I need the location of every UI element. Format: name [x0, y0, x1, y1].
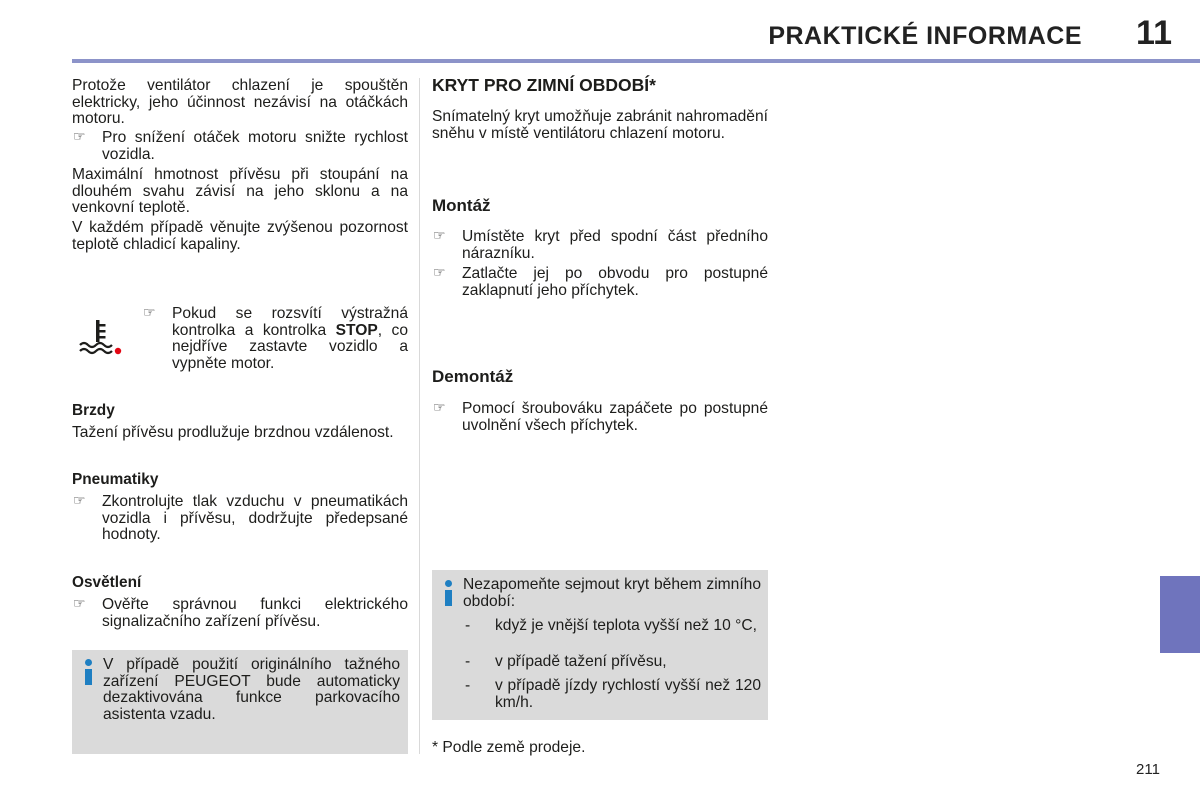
bullet-text: Umístěte kryt před spodní část předního nárazníku. [462, 228, 768, 262]
bullet-hand-icon: ☞ [73, 596, 86, 612]
page-number: 211 [1136, 761, 1160, 778]
bullet-reduce-speed [72, 130, 408, 163]
column-divider [419, 78, 420, 754]
warning-text-post: , co nejdříve zastavte vozidlo a vypněte motor. [172, 321, 408, 372]
tyres-heading: Pneumatiky [72, 471, 159, 488]
coolant-temperature-warning-icon [78, 318, 124, 358]
coolant-attention-paragraph: V každém případě věnujte zvýšenou pozornost teplotě chladicí kapaliny. [72, 219, 408, 253]
warning-text-pre: Pokud se rozsvítí výstražná kontrolka a kontrolka [172, 305, 408, 339]
bullet-hand-icon: ☞ [73, 129, 86, 145]
chapter-number: 11 [1136, 14, 1172, 52]
header-rule [72, 59, 1200, 63]
bullet-dismount-1 [432, 401, 768, 434]
note-item: - když je vnější teplota vyšší než 10 °C, [465, 617, 757, 635]
bullet-text: Pro snížení otáček motoru snižte rychlost vozidla. [102, 129, 408, 163]
stop-word: STOP [335, 321, 378, 339]
bullet-text: Ověřte správnou funkci elektrického signalizačního zařízení přívěsu. [102, 596, 408, 630]
note-item: - v případě jízdy rychlostí vyšší než 120 km/h. [465, 677, 761, 711]
towing-note-text: V případě použití originálního tažného zařízení PEUGEOT bude automaticky dezaktivována funkce parkovacího asistenta vzadu. [103, 656, 400, 723]
winter-cover-heading: KRYT PRO ZIMNÍ OBDOBÍ* [432, 75, 656, 95]
mount-heading: Montáž [432, 196, 491, 215]
bullet-text: Pomocí šroubováku zapáčete po postupné uvolnění všech příchytek. [462, 400, 768, 434]
dismount-heading: Demontáž [432, 367, 514, 386]
bullet-hand-icon: ☞ [433, 400, 446, 416]
trailer-mass-paragraph: Maximální hmotnost přívěsu při stoupání na dlouhém svahu závisí na jeho sklonu a na venkovní teplotě. [72, 166, 408, 217]
lights-heading: Osvětlení [72, 574, 142, 591]
bullet-text: Zatlačte jej po obvodu pro postupné zaklapnutí jeho příchytek. [462, 265, 768, 299]
winter-cover-note-intro: Nezapomeňte sejmout kryt během zimního období: [463, 576, 761, 610]
bullet-lights-check [72, 597, 408, 630]
bullet-hand-icon: ☞ [73, 493, 86, 509]
bullet-hand-icon: ☞ [143, 305, 156, 321]
towing-note-box [72, 650, 408, 754]
winter-cover-note-box [432, 570, 768, 720]
chapter-tab [1160, 576, 1200, 653]
bullet-mount-2 [432, 266, 768, 299]
bullet-warning-stop [142, 306, 408, 372]
brakes-heading: Brzdy [72, 402, 115, 419]
winter-cover-paragraph: Snímatelný kryt umožňuje zabránit nahromadění sněhu v místě ventilátoru chlazení motoru. [432, 108, 768, 142]
bullet-hand-icon: ☞ [433, 265, 446, 281]
brakes-paragraph: Tažení přívěsu prodlužuje brzdnou vzdálenost. [72, 424, 394, 441]
bullet-tyre-pressure [72, 494, 408, 544]
page-title: PRAKTICKÉ INFORMACE [768, 22, 1082, 50]
bullet-text: Zkontrolujte tlak vzduchu v pneumatikách vozidla i přívěsu, dodržujte předepsané hodnoty. [102, 493, 408, 544]
bullet-hand-icon: ☞ [433, 228, 446, 244]
footnote: * Podle země prodeje. [432, 739, 586, 756]
bullet-mount-1 [432, 229, 768, 262]
note-item: - v případě tažení přívěsu, [465, 653, 667, 671]
intro-paragraph: Protože ventilátor chlazení je spouštěn elektricky, jeho účinnost nezávisí na otáčkách motoru. [72, 77, 408, 128]
